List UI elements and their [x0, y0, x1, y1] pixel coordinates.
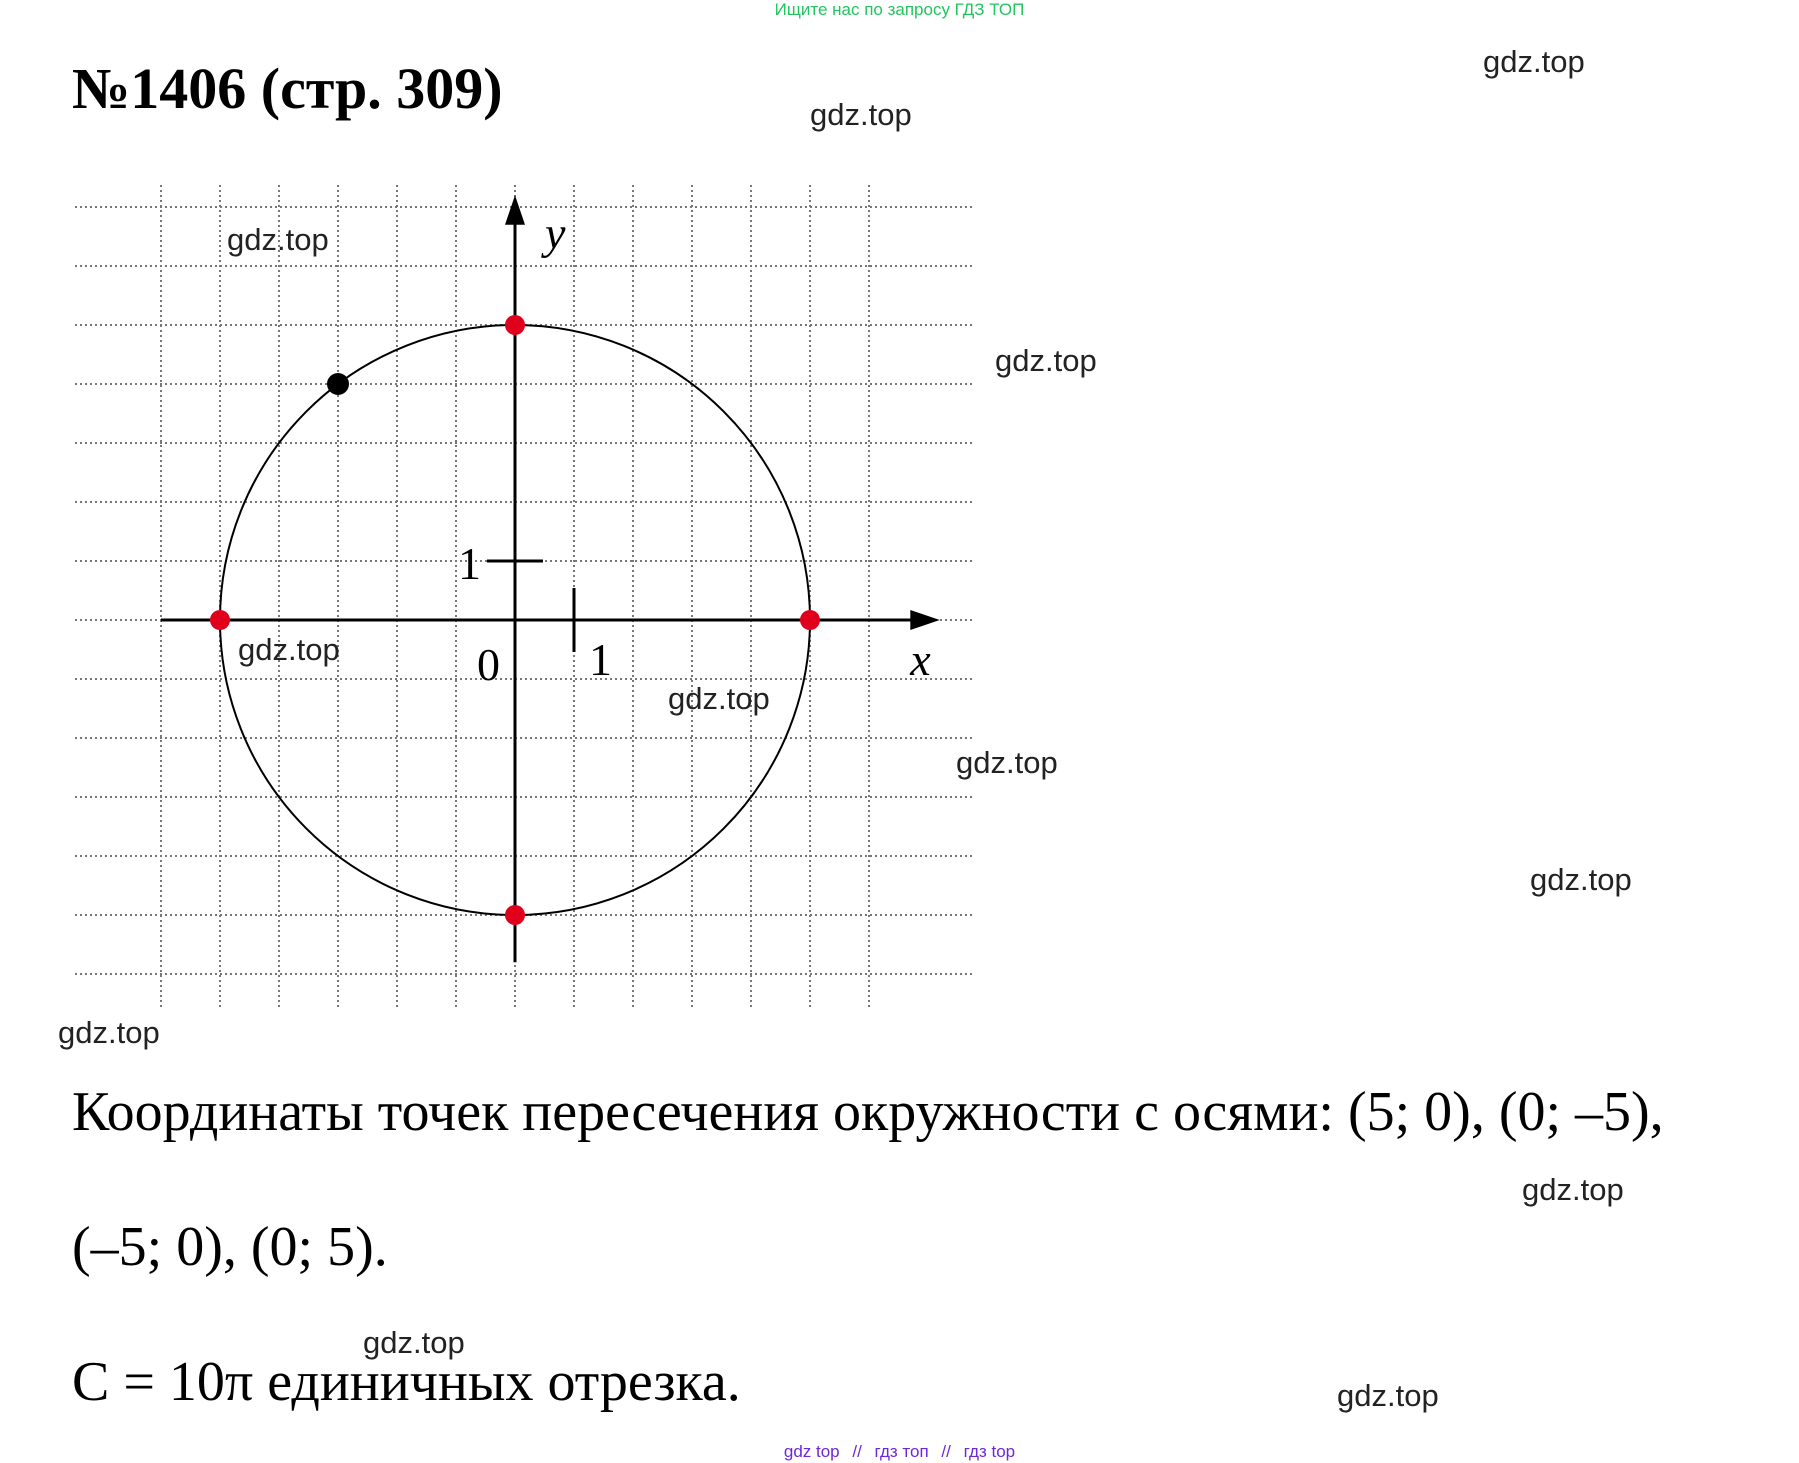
y-axis-label: y — [545, 207, 566, 259]
y-axis-arrow — [505, 195, 525, 225]
watermark: gdz.top — [810, 97, 912, 132]
circle-point — [327, 373, 349, 395]
top-banner: Ищите нас по запросу ГДЗ ТОП — [774, 0, 1025, 19]
x-axis-arrow — [910, 610, 940, 630]
footer-separator: // — [852, 1442, 862, 1461]
watermark: gdz.top — [995, 343, 1097, 378]
y-unit-label: 1 — [458, 538, 481, 589]
problem-title: №1406 (стр. 309) — [72, 56, 503, 121]
watermark: gdz.top — [363, 1325, 465, 1360]
watermark: gdz.top — [1483, 44, 1585, 79]
footer-link[interactable]: гдз топ — [874, 1442, 929, 1461]
coordinate-plot — [70, 185, 1000, 1015]
answer-line-1: Координаты точек пересечения окружности с осями: (5; 0), (0; –5), — [72, 1081, 1664, 1143]
answer-line-3: С = 10π единичных отрезка. — [72, 1351, 741, 1413]
watermark: gdz.top — [1522, 1172, 1624, 1207]
watermark: gdz.top — [227, 222, 329, 257]
footer-separator: // — [941, 1442, 951, 1461]
axes — [161, 195, 940, 962]
watermark: gdz.top — [1530, 862, 1632, 897]
watermark: gdz.top — [58, 1015, 160, 1050]
intersection-point — [505, 905, 525, 925]
answer-line-2: (–5; 0), (0; 5). — [72, 1216, 388, 1278]
grid — [75, 185, 975, 1010]
intersection-point — [505, 315, 525, 335]
footer-link[interactable]: gdz top — [783, 1442, 840, 1461]
watermark: gdz.top — [1337, 1378, 1439, 1413]
footer-link[interactable]: гдз top — [963, 1442, 1016, 1461]
watermark: gdz.top — [238, 632, 340, 667]
intersection-point — [210, 610, 230, 630]
x-axis-label: x — [910, 634, 931, 685]
intersection-point — [800, 610, 820, 630]
x-unit-label: 1 — [589, 634, 612, 685]
watermark: gdz.top — [668, 681, 770, 716]
watermark: gdz.top — [956, 745, 1058, 780]
origin-label: 0 — [477, 639, 500, 690]
footer-links — [0, 1442, 1799, 1462]
